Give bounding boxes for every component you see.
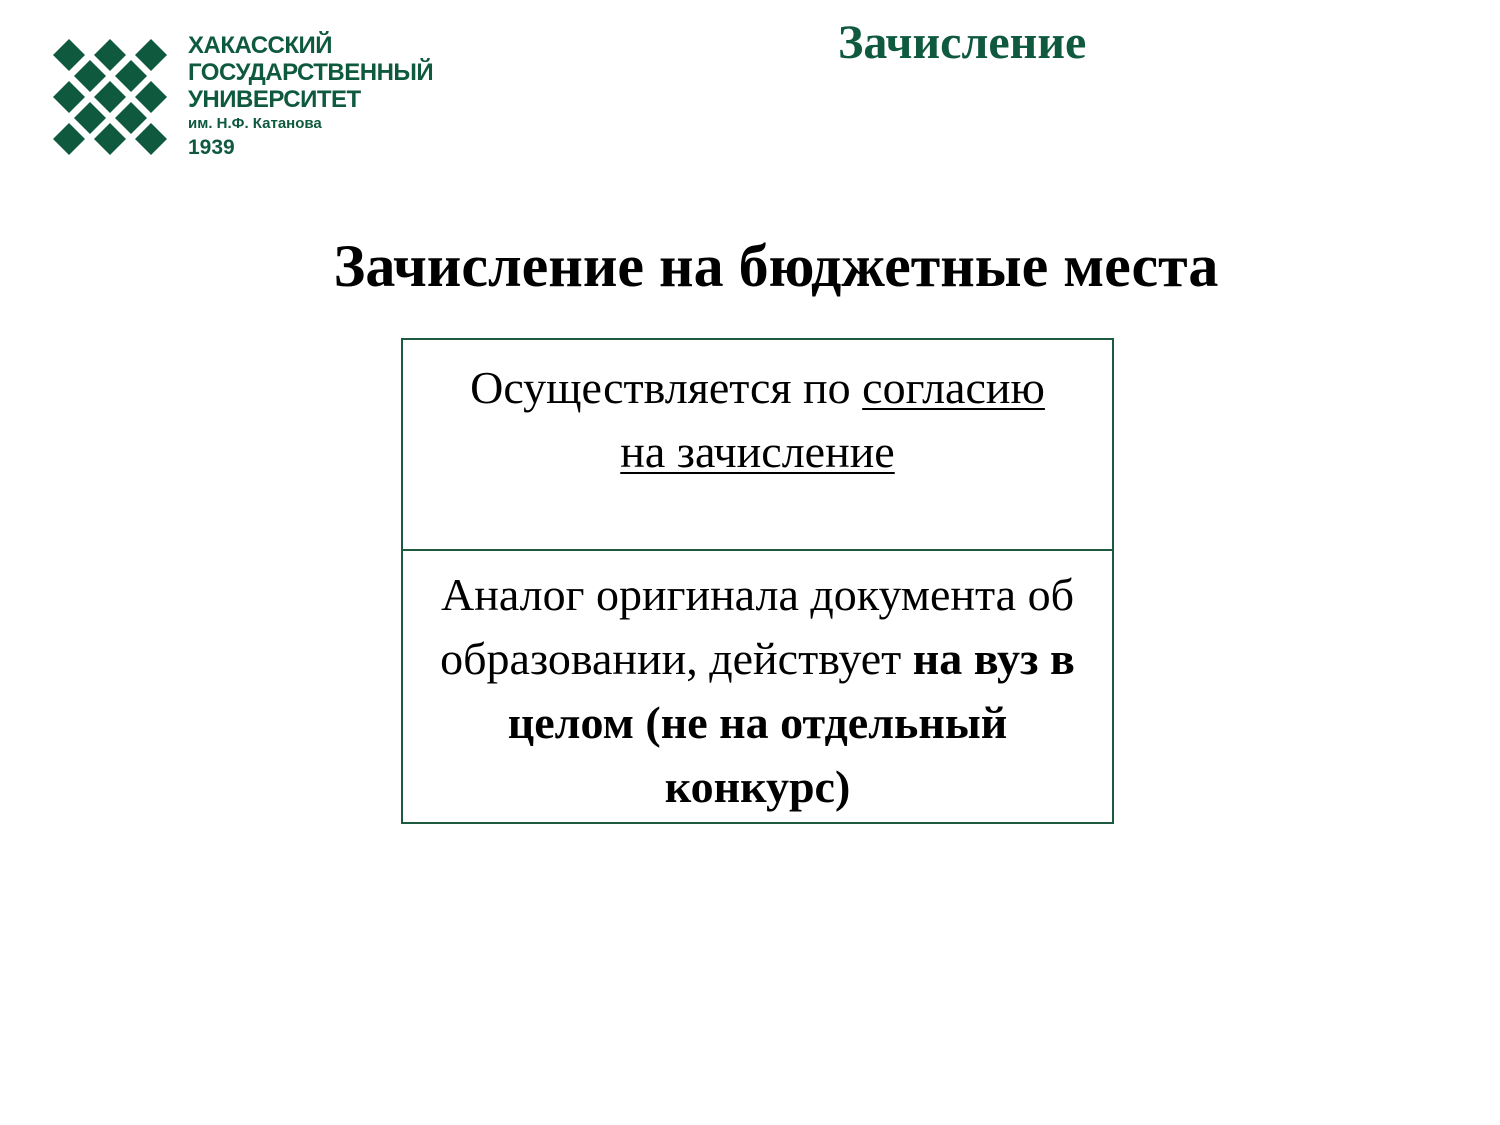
table-row-1 bbox=[403, 340, 1112, 551]
row1-text: Осуществляется по bbox=[470, 362, 863, 413]
logo-line-1: ХАКАССКИЙ bbox=[188, 32, 333, 59]
consent-link-line2: на зачисление bbox=[620, 426, 895, 477]
row2-text: Аналог оригинала документа об образовании, действует bbox=[440, 569, 1075, 684]
logo-line-3: УНИВЕРСИТЕТ bbox=[188, 86, 361, 113]
diamond-pattern-icon bbox=[50, 36, 172, 158]
university-logo bbox=[50, 30, 460, 160]
logo-line-4: им. Н.Ф. Катанова bbox=[188, 115, 322, 132]
row2-bold-text: на вуз в целом (не на отдельный конкурс) bbox=[507, 633, 1075, 812]
logo-line-2: ГОСУДАРСТВЕННЫЙ bbox=[188, 59, 434, 86]
main-title: Зачисление на бюджетные места bbox=[333, 233, 1219, 299]
logo-text bbox=[188, 34, 433, 161]
header-title: Зачисление bbox=[838, 16, 1087, 69]
table-row-2 bbox=[403, 551, 1112, 822]
info-table bbox=[401, 338, 1114, 824]
consent-link-line1: согласию bbox=[862, 362, 1045, 413]
logo-year: 1939 bbox=[188, 136, 235, 159]
